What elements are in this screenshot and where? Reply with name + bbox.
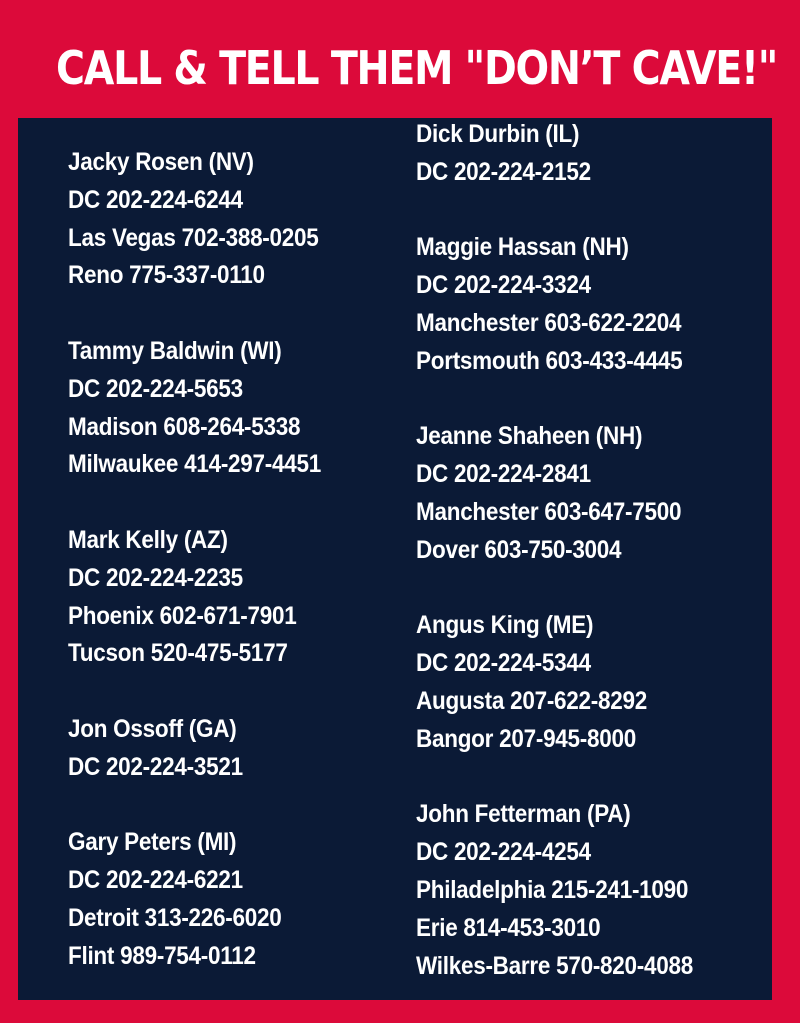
senator-name: Dick Durbin (IL)	[416, 120, 580, 148]
senator-block	[416, 116, 724, 192]
header-banner	[0, 0, 800, 118]
phone-number[interactable]: Las Vegas 702-388-0205	[68, 223, 319, 252]
phone-number[interactable]: Erie 814-453-3010	[416, 913, 601, 942]
phone-number[interactable]: Portsmouth 603-433-4445	[416, 346, 683, 375]
phone-number[interactable]: Manchester 603-622-2204	[416, 308, 682, 337]
phone-number[interactable]: Milwaukee 414-297-4451	[68, 450, 321, 479]
phone-number[interactable]: Flint 989-754-0112	[68, 941, 256, 970]
phone-number[interactable]: Reno 775-337-0110	[68, 261, 265, 290]
senator-block	[68, 144, 349, 295]
senator-block	[68, 824, 349, 975]
senator-name: Gary Peters (MI)	[68, 828, 237, 857]
phone-number[interactable]: Detroit 313-226-6020	[68, 903, 282, 932]
phone-number[interactable]: DC 202-224-4254	[416, 838, 591, 867]
left-column	[68, 144, 349, 1013]
contact-panel	[18, 118, 772, 1000]
phone-number[interactable]: Wilkes-Barre 570-820-4088	[416, 951, 693, 980]
phone-number[interactable]: Tucson 520-475-5177	[68, 639, 288, 668]
phone-number[interactable]: DC 202-224-5344	[416, 649, 591, 678]
senator-name: Jacky Rosen (NV)	[68, 148, 254, 176]
phone-number[interactable]: DC 202-224-3324	[416, 271, 591, 300]
phone-number[interactable]: Madison 608-264-5338	[68, 412, 301, 441]
senator-name: Maggie Hassan (NH)	[416, 233, 629, 262]
senator-name: Mark Kelly (AZ)	[68, 525, 228, 554]
phone-number[interactable]: DC 202-224-2235	[68, 563, 243, 592]
senator-name: John Fetterman (PA)	[416, 800, 631, 829]
senator-block	[416, 418, 724, 569]
senator-name: Jon Ossoff (GA)	[68, 714, 237, 743]
phone-number[interactable]: DC 202-224-2152	[416, 157, 591, 186]
phone-number[interactable]: DC 202-224-6221	[68, 866, 243, 895]
senator-name: Tammy Baldwin (WI)	[68, 336, 282, 365]
senator-block	[68, 522, 349, 673]
phone-number[interactable]: DC 202-224-2841	[416, 460, 591, 489]
senator-block	[416, 796, 724, 985]
senator-block	[416, 229, 724, 380]
phone-number[interactable]: DC 202-224-3521	[68, 752, 243, 781]
phone-number[interactable]: Philadelphia 215-241-1090	[416, 875, 689, 904]
phone-number[interactable]: DC 202-224-5653	[68, 374, 243, 403]
right-column	[416, 116, 724, 1023]
senator-name: Jeanne Shaheen (NH)	[416, 422, 643, 451]
phone-number[interactable]: Bangor 207-945-8000	[416, 724, 636, 753]
senator-block	[68, 711, 349, 787]
phone-number[interactable]: Phoenix 602-671-7901	[68, 601, 297, 630]
senator-block	[416, 607, 724, 758]
phone-number[interactable]: Augusta 207-622-8292	[416, 686, 647, 715]
phone-number[interactable]: Manchester 603-647-7500	[416, 497, 682, 526]
phone-number[interactable]: DC 202-224-6244	[68, 185, 243, 214]
senator-name: Angus King (ME)	[416, 611, 594, 640]
page-title: CALL & TELL THEM "DON’T CAVE!"	[56, 41, 778, 95]
phone-number[interactable]: Dover 603-750-3004	[416, 535, 622, 564]
senator-block	[68, 333, 349, 484]
